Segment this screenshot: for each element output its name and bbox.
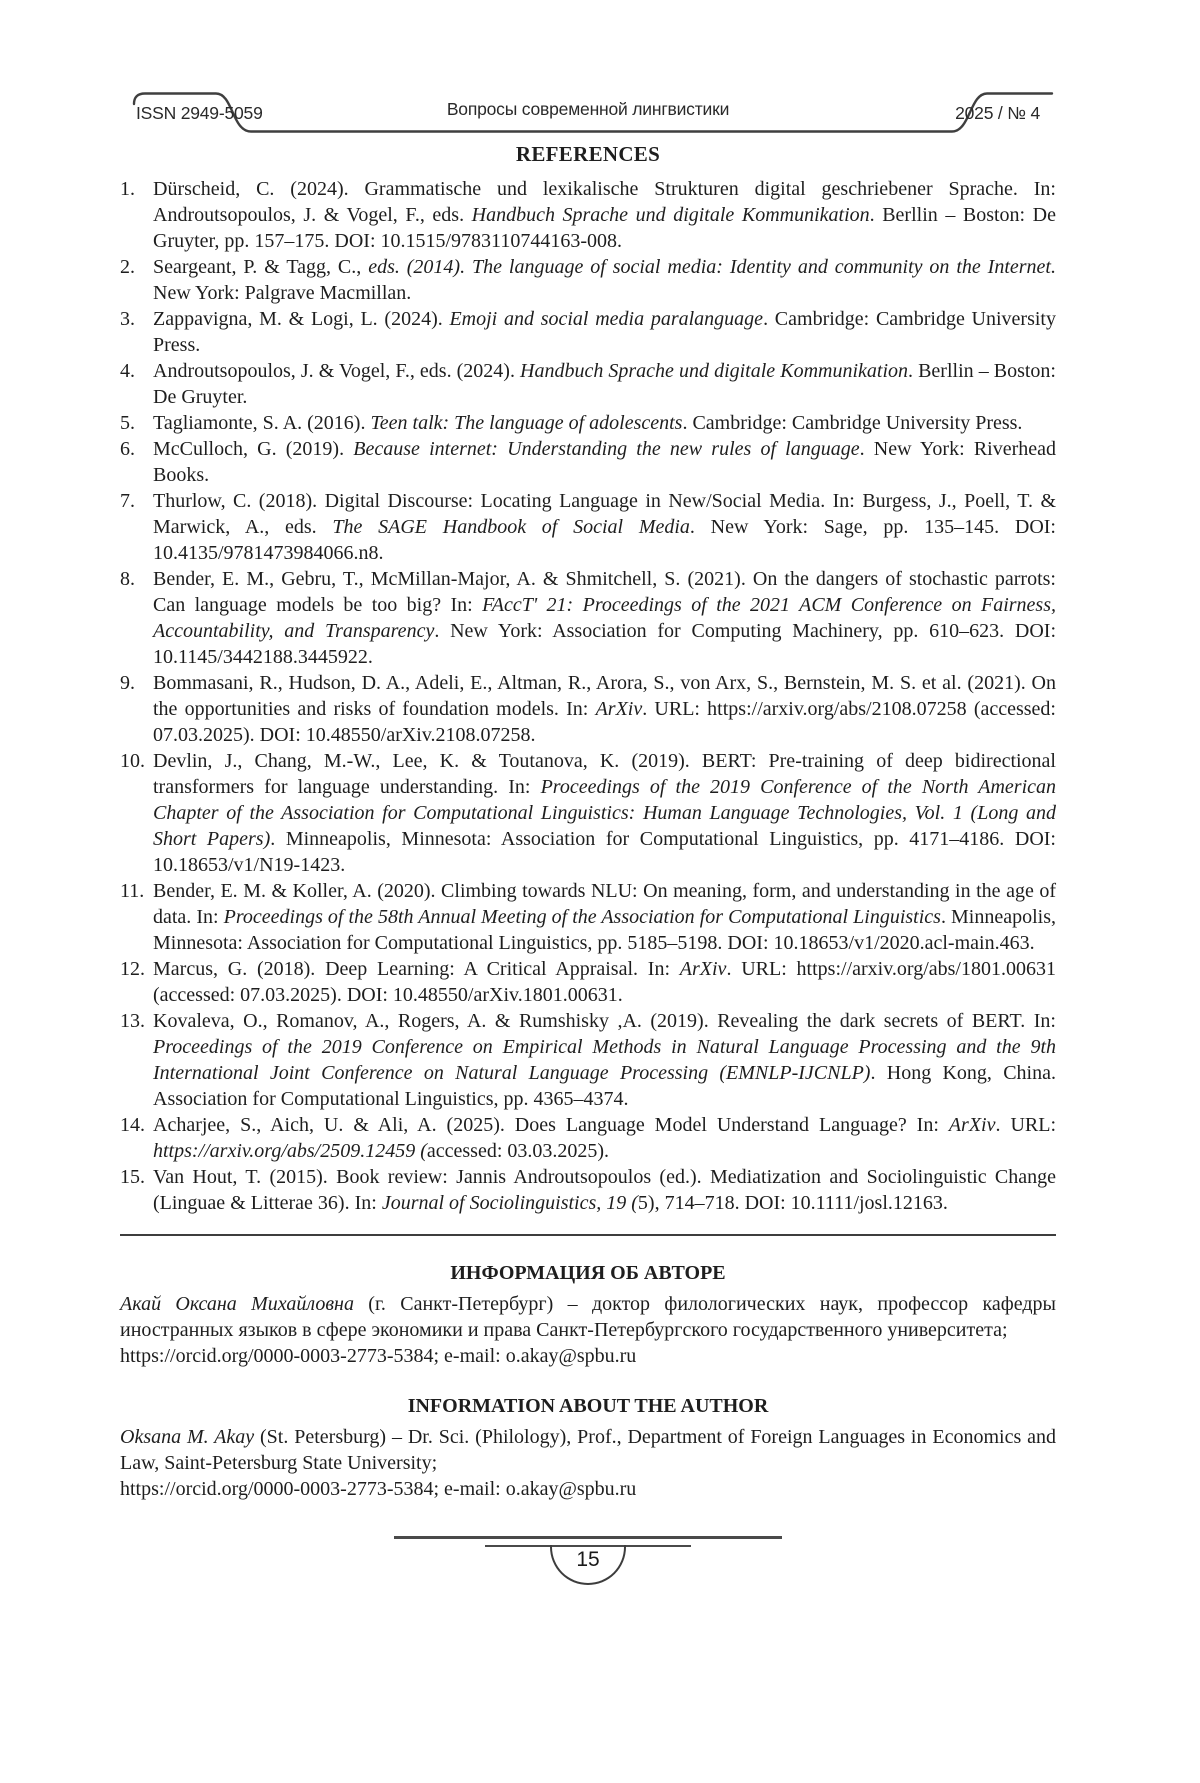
page-footer [120,1536,1056,1585]
references-heading: REFERENCES [515,142,661,166]
reference-text: Androutsopoulos, J. & Vogel, F., eds. (2024). Handbuch Sprache und digitale Kommunikation. Berllin – Boston: De Gruyter. [153,360,1056,408]
reference-number: 8. [120,568,135,590]
reference-item [120,878,1056,956]
author-info-en-heading: INFORMATION ABOUT THE AUTHOR [407,1395,769,1417]
reference-number: 14. [120,1114,145,1136]
reference-number: 4. [120,360,135,382]
reference-text: Dürscheid, C. (2024). Grammatische und lexikalische Strukturen digital geschriebener Sprache. In: Androutsopoulos, J. & Vogel, F., eds. Handbuch Sprache und digitale Kommunikation. Berllin – Boston: De Gruyter, pp. 157–175. DOI: 10.1515/9783110744163-008. [153,178,1057,252]
author-info-ru-heading: ИНФОРМАЦИЯ ОБ АВТОРЕ [450,1262,726,1284]
reference-item [120,670,1056,748]
author-info-en-text: Oksana M. Akay (St. Petersburg) – Dr. Sci. (Philology), Prof., Department of Foreign Languages in Economics and Law, Saint-Petersburg State University; [120,1426,1056,1474]
reference-number: 10. [120,750,145,772]
reference-text: Van Hout, T. (2015). Book review: Jannis Androutsopoulos (ed.). Mediatization and Sociolinguistic Change (Linguae & Litterae 36). In: Journal of Sociolinguistics, 19 (5), 714–718. DOI: 10.1111/josl.12163. [153,1166,1056,1214]
references-list [120,176,1056,1216]
reference-item [120,488,1056,566]
reference-item [120,254,1056,306]
reference-number: 1. [120,178,135,200]
reference-text: Thurlow, C. (2018). Digital Discourse: Locating Language in New/Social Media. In: Burgess, J., Poell, T. & Marwick, A., eds. The SAGE Handbook of Social Media. New York: Sage, pp. 135–145. DOI: 10.4135/9781473984066.n8. [153,490,1056,564]
footer-rule-long [394,1536,782,1539]
reference-text: Bender, E. M., Gebru, T., McMillan-Major, A. & Shmitchell, S. (2021). On the dangers of stochastic parrots: Can language models be too big? In: FAccT' 21: Proceedings of the 2021 ACM Conference on Fairness, Accountability, and Transparency. New York: Association for Computing Machinery, pp. 610–623. DOI: 10.1145/3442188.3445922. [153,568,1056,668]
journal-title: Вопросы современной лингвистики [446,99,730,119]
issue-label: 2025 / № 4 [955,103,1040,123]
author-info-ru-contact: https://orcid.org/0000-0003-2773-5384; e-mail: o.akay@spbu.ru [120,1345,637,1367]
reference-number: 5. [120,412,135,434]
section-divider [120,1234,1056,1236]
page-number-pocket [550,1545,626,1585]
reference-item [120,1112,1056,1164]
reference-text: Acharjee, S., Aich, U. & Ali, A. (2025). Does Language Model Understand Language? In: ArXiv. URL: https://arxiv.org/abs/2509.12459 (accessed: 03.03.2025). [153,1114,1056,1162]
reference-number: 9. [120,672,135,694]
reference-item [120,306,1056,358]
reference-text: Devlin, J., Chang, M.-W., Lee, K. & Toutanova, K. (2019). BERT: Pre-training of deep bidirectional transformers for language understanding. In: Proceedings of the 2019 Conference of the North American Chapter of the Association for Computational Linguistics: Human Language Technologies, Vol. 1 (Long and Short Papers). Minneapolis, Minnesota: Association for Computational Linguistics, pp. 4171–4186. DOI: 10.18653/v1/N19-1423. [153,750,1057,876]
reference-text: Zappavigna, M. & Logi, L. (2024). Emoji and social media paralanguage. Cambridge: Cambridge University Press. [153,308,1056,356]
reference-number: 15. [120,1166,145,1188]
page-number: 15 [576,1548,600,1571]
journal-header [120,86,1056,140]
reference-number: 6. [120,438,135,460]
reference-item [120,358,1056,410]
reference-number: 11. [120,880,145,902]
reference-item [120,566,1056,670]
reference-number: 7. [120,490,135,512]
reference-item [120,176,1056,254]
reference-item [120,436,1056,488]
issn-label: ISSN 2949-5059 [136,103,263,123]
reference-text: Bommasani, R., Hudson, D. A., Adeli, E., Altman, R., Arora, S., von Arx, S., Bernstein, M. S. et al. (2021). On the opportunities and risks of foundation models. In: ArXiv. URL: https://arxiv.org/abs/2108.07258 (accessed: 07.03.2025). DOI: 10.48550/arXiv.2108.07258. [153,672,1056,746]
reference-text: Seargeant, P. & Tagg, C., eds. (2014). The language of social media: Identity and community on the Internet. New York: Palgrave Macmillan. [153,256,1056,304]
reference-number: 3. [120,308,135,330]
reference-text: Kovaleva, O., Romanov, A., Rogers, A. & Rumshisky ,A. (2019). Revealing the dark secrets of BERT. In: Proceedings of the 2019 Conference on Empirical Methods in Natural Language Processing and the 9th International Joint Conference on Natural Language Processing (EMNLP-IJCNLP). Hong Kong, China. Association for Computational Linguistics, pp. 4365–4374. [153,1010,1056,1110]
reference-item [120,956,1056,1008]
reference-number: 13. [120,1010,145,1032]
page-content [120,142,1056,1585]
reference-item [120,748,1056,878]
reference-number: 12. [120,958,145,980]
reference-item [120,1164,1056,1216]
reference-item [120,410,1056,436]
reference-text: McCulloch, G. (2019). Because internet: Understanding the new rules of language. New York: Riverhead Books. [153,438,1057,486]
author-info-ru-text: Акай Оксана Михайловна (г. Санкт-Петербург) – доктор филологических наук, профессор кафедры иностранных языков в сфере экономики и права Санкт-Петербургского государственного университета; [120,1293,1056,1341]
reference-text: Tagliamonte, S. A. (2016). Teen talk: The language of adolescents. Cambridge: Cambridge University Press. [153,412,1023,434]
reference-item [120,1008,1056,1112]
author-info-en-contact: https://orcid.org/0000-0003-2773-5384; e-mail: o.akay@spbu.ru [120,1478,637,1500]
reference-text: Bender, E. M. & Koller, A. (2020). Climbing towards NLU: On meaning, form, and understanding in the age of data. In: Proceedings of the 58th Annual Meeting of the Association for Computational Linguistics. Minneapolis, Minnesota: Association for Computational Linguistics, pp. 5185–5198. DOI: 10.18653/v1/2020.acl-main.463. [153,880,1056,954]
reference-number: 2. [120,256,135,278]
reference-text: Marcus, G. (2018). Deep Learning: A Critical Appraisal. In: ArXiv. URL: https://arxiv.org/abs/1801.00631 (accessed: 07.03.2025). DOI: 10.48550/arXiv.1801.00631. [153,958,1056,1006]
